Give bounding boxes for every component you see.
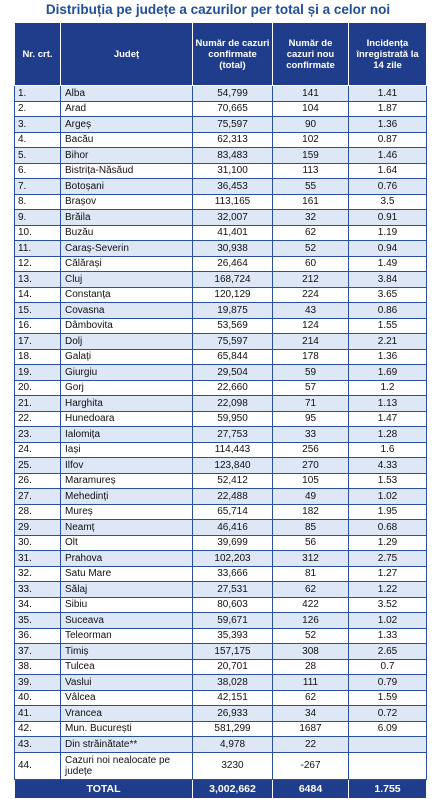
table-row (15, 256, 427, 272)
row-county: Brașov (61, 194, 193, 210)
table-row (15, 86, 427, 102)
row-number: 27. (15, 489, 61, 505)
table-row (15, 566, 427, 582)
row-new-confirmed: 62 (273, 690, 349, 706)
table-row (15, 225, 427, 241)
row-confirmed-total: 581,299 (193, 721, 273, 737)
row-confirmed-total: 113,165 (193, 194, 273, 210)
row-confirmed-total: 30,938 (193, 241, 273, 257)
row-number: 6. (15, 163, 61, 179)
row-incidence: 1.64 (349, 163, 427, 179)
row-county: Covasna (61, 303, 193, 319)
row-new-confirmed: 59 (273, 365, 349, 381)
row-number: 36. (15, 628, 61, 644)
row-incidence: 1.47 (349, 411, 427, 427)
row-county: Neamț (61, 520, 193, 536)
row-confirmed-total: 114,443 (193, 442, 273, 458)
row-new-confirmed: 57 (273, 380, 349, 396)
row-confirmed-total: 42,151 (193, 690, 273, 706)
row-new-confirmed: 224 (273, 287, 349, 303)
row-incidence: 0.7 (349, 659, 427, 675)
row-new-confirmed: 312 (273, 551, 349, 567)
row-county: Mun. București (61, 721, 193, 737)
header-nr: Nr. crt. (15, 23, 61, 86)
row-new-confirmed: 22 (273, 737, 349, 753)
row-number: 44. (15, 752, 61, 779)
total-new: 6484 (273, 779, 349, 798)
table-row (15, 644, 427, 660)
row-number: 19. (15, 365, 61, 381)
row-number: 34. (15, 597, 61, 613)
row-number: 24. (15, 442, 61, 458)
row-number: 26. (15, 473, 61, 489)
row-confirmed-total: 59,671 (193, 613, 273, 629)
row-county: Giurgiu (61, 365, 193, 381)
row-number: 7. (15, 179, 61, 195)
row-new-confirmed: 102 (273, 132, 349, 148)
row-confirmed-total: 36,453 (193, 179, 273, 195)
row-incidence: 0.87 (349, 132, 427, 148)
row-confirmed-total: 20,701 (193, 659, 273, 675)
row-confirmed-total: 168,724 (193, 272, 273, 288)
row-confirmed-total: 39,699 (193, 535, 273, 551)
row-incidence: 0.86 (349, 303, 427, 319)
row-incidence: 1.13 (349, 396, 427, 412)
row-number: 5. (15, 148, 61, 164)
row-new-confirmed: 212 (273, 272, 349, 288)
row-new-confirmed: 28 (273, 659, 349, 675)
row-confirmed-total: 52,412 (193, 473, 273, 489)
row-incidence: 0.79 (349, 675, 427, 691)
row-incidence (349, 752, 427, 779)
row-incidence: 3.52 (349, 597, 427, 613)
row-confirmed-total: 80,603 (193, 597, 273, 613)
row-confirmed-total: 35,393 (193, 628, 273, 644)
row-county: Argeș (61, 117, 193, 133)
table-row (15, 582, 427, 598)
row-confirmed-total: 29,504 (193, 365, 273, 381)
row-number: 4. (15, 132, 61, 148)
row-new-confirmed: 161 (273, 194, 349, 210)
row-new-confirmed: 126 (273, 613, 349, 629)
table-row (15, 148, 427, 164)
row-number: 31. (15, 551, 61, 567)
row-new-confirmed: 256 (273, 442, 349, 458)
row-new-confirmed: 95 (273, 411, 349, 427)
row-county: Brăila (61, 210, 193, 226)
row-new-confirmed: 105 (273, 473, 349, 489)
row-confirmed-total: 54,799 (193, 86, 273, 102)
row-number: 2. (15, 101, 61, 117)
row-incidence: 1.27 (349, 566, 427, 582)
row-new-confirmed: 62 (273, 225, 349, 241)
row-new-confirmed: 32 (273, 210, 349, 226)
row-confirmed-total: 31,100 (193, 163, 273, 179)
row-incidence: 3.84 (349, 272, 427, 288)
row-confirmed-total: 19,875 (193, 303, 273, 319)
row-confirmed-total: 41,401 (193, 225, 273, 241)
row-number: 42. (15, 721, 61, 737)
row-confirmed-total: 120,129 (193, 287, 273, 303)
row-county: Vaslui (61, 675, 193, 691)
row-confirmed-total: 123,840 (193, 458, 273, 474)
row-new-confirmed: 85 (273, 520, 349, 536)
row-number: 28. (15, 504, 61, 520)
table-row (15, 489, 427, 505)
row-new-confirmed: 52 (273, 241, 349, 257)
row-new-confirmed: 113 (273, 163, 349, 179)
row-confirmed-total: 4,978 (193, 737, 273, 753)
row-new-confirmed: 62 (273, 582, 349, 598)
row-county: Vâlcea (61, 690, 193, 706)
row-county: Olt (61, 535, 193, 551)
row-new-confirmed: 270 (273, 458, 349, 474)
table-row (15, 287, 427, 303)
row-number: 30. (15, 535, 61, 551)
row-county: Hunedoara (61, 411, 193, 427)
row-incidence: 1.59 (349, 690, 427, 706)
table-row (15, 241, 427, 257)
total-confirmed: 3,002,662 (193, 779, 273, 798)
row-county: Caraș-Severin (61, 241, 193, 257)
row-county: Suceava (61, 613, 193, 629)
row-new-confirmed: 71 (273, 396, 349, 412)
row-number: 37. (15, 644, 61, 660)
row-number: 23. (15, 427, 61, 443)
row-incidence: 0.68 (349, 520, 427, 536)
row-county: Teleorman (61, 628, 193, 644)
row-confirmed-total: 53,569 (193, 318, 273, 334)
table-row (15, 365, 427, 381)
row-number: 38. (15, 659, 61, 675)
table-row (15, 690, 427, 706)
table-row (15, 504, 427, 520)
row-confirmed-total: 38,028 (193, 675, 273, 691)
row-new-confirmed: 90 (273, 117, 349, 133)
header-new-confirmed: Număr de cazuri nou confirmate (273, 23, 349, 86)
row-county: Dolj (61, 334, 193, 350)
row-incidence: 1.02 (349, 489, 427, 505)
row-new-confirmed: 111 (273, 675, 349, 691)
row-new-confirmed: 52 (273, 628, 349, 644)
row-incidence: 6.09 (349, 721, 427, 737)
row-county: Din străinătate** (61, 737, 193, 753)
row-number: 25. (15, 458, 61, 474)
row-new-confirmed: 159 (273, 148, 349, 164)
row-incidence: 1.28 (349, 427, 427, 443)
row-number: 14. (15, 287, 61, 303)
row-county: Vrancea (61, 706, 193, 722)
row-county: Mehedinți (61, 489, 193, 505)
row-number: 11. (15, 241, 61, 257)
row-confirmed-total: 62,313 (193, 132, 273, 148)
row-new-confirmed: 124 (273, 318, 349, 334)
row-number: 40. (15, 690, 61, 706)
table-row (15, 675, 427, 691)
row-confirmed-total: 22,098 (193, 396, 273, 412)
row-new-confirmed: 34 (273, 706, 349, 722)
row-county: Bihor (61, 148, 193, 164)
row-incidence: 1.95 (349, 504, 427, 520)
row-number: 32. (15, 566, 61, 582)
total-incidence: 1.755 (349, 779, 427, 798)
row-incidence: 0.94 (349, 241, 427, 257)
county-cases-table (14, 22, 427, 799)
table-row (15, 396, 427, 412)
table-row (15, 442, 427, 458)
row-number: 29. (15, 520, 61, 536)
row-incidence: 1.6 (349, 442, 427, 458)
row-new-confirmed: 49 (273, 489, 349, 505)
row-county: Tulcea (61, 659, 193, 675)
row-incidence: 2.65 (349, 644, 427, 660)
row-new-confirmed: 56 (273, 535, 349, 551)
row-incidence: 1.29 (349, 535, 427, 551)
row-incidence: 1.69 (349, 365, 427, 381)
row-confirmed-total: 65,714 (193, 504, 273, 520)
row-number: 35. (15, 613, 61, 629)
row-county: Cluj (61, 272, 193, 288)
row-county: Cazuri noi nealocate pe județe (61, 752, 193, 779)
row-county: Constanța (61, 287, 193, 303)
table-row (15, 427, 427, 443)
row-number: 39. (15, 675, 61, 691)
row-confirmed-total: 70,665 (193, 101, 273, 117)
row-confirmed-total: 32,007 (193, 210, 273, 226)
row-new-confirmed: 214 (273, 334, 349, 350)
row-county: Maramureș (61, 473, 193, 489)
table-row (15, 551, 427, 567)
row-incidence: 3.65 (349, 287, 427, 303)
table-row (15, 613, 427, 629)
table-row (15, 194, 427, 210)
row-incidence: 0.91 (349, 210, 427, 226)
table-header-row (15, 23, 427, 86)
row-incidence: 1.55 (349, 318, 427, 334)
row-incidence: 1.87 (349, 101, 427, 117)
row-new-confirmed: 104 (273, 101, 349, 117)
header-incidence: Incidența înregistrată la 14 zile (349, 23, 427, 86)
row-confirmed-total: 22,660 (193, 380, 273, 396)
row-number: 33. (15, 582, 61, 598)
row-confirmed-total: 157,175 (193, 644, 273, 660)
table-row (15, 179, 427, 195)
row-county: Mureș (61, 504, 193, 520)
row-number: 15. (15, 303, 61, 319)
row-county: Gorj (61, 380, 193, 396)
row-number: 3. (15, 117, 61, 133)
table-row (15, 473, 427, 489)
table-row (15, 163, 427, 179)
row-number: 10. (15, 225, 61, 241)
row-new-confirmed: 141 (273, 86, 349, 102)
table-row (15, 535, 427, 551)
row-county: Satu Mare (61, 566, 193, 582)
row-county: Buzău (61, 225, 193, 241)
row-new-confirmed: 43 (273, 303, 349, 319)
table-row (15, 272, 427, 288)
table-row (15, 380, 427, 396)
row-incidence: 1.36 (349, 349, 427, 365)
row-number: 22. (15, 411, 61, 427)
header-confirmed-total: Număr de cazuri confirmate (total) (193, 23, 273, 86)
row-incidence: 1.36 (349, 117, 427, 133)
table-row (15, 101, 427, 117)
row-incidence: 1.49 (349, 256, 427, 272)
row-incidence: 1.02 (349, 613, 427, 629)
row-confirmed-total: 75,597 (193, 334, 273, 350)
page-title: Distribuția pe județe a cazurilor per total și a celor noi (45, 2, 391, 17)
row-county: Dâmbovita (61, 318, 193, 334)
row-number: 12. (15, 256, 61, 272)
row-number: 9. (15, 210, 61, 226)
row-new-confirmed: 60 (273, 256, 349, 272)
row-incidence: 1.2 (349, 380, 427, 396)
row-county: Călărași (61, 256, 193, 272)
row-county: Ialomița (61, 427, 193, 443)
row-new-confirmed: 308 (273, 644, 349, 660)
total-label: TOTAL (15, 779, 193, 798)
row-new-confirmed: 33 (273, 427, 349, 443)
table-row (15, 628, 427, 644)
row-county: Timiș (61, 644, 193, 660)
row-incidence: 1.53 (349, 473, 427, 489)
table-row (15, 520, 427, 536)
table-row (15, 334, 427, 350)
row-incidence: 0.72 (349, 706, 427, 722)
row-confirmed-total: 46,416 (193, 520, 273, 536)
row-confirmed-total: 27,753 (193, 427, 273, 443)
table-row (15, 752, 427, 779)
row-number: 13. (15, 272, 61, 288)
row-number: 18. (15, 349, 61, 365)
row-incidence: 1.41 (349, 86, 427, 102)
table-row (15, 659, 427, 675)
row-confirmed-total: 83,483 (193, 148, 273, 164)
table-row (15, 597, 427, 613)
table-row (15, 349, 427, 365)
table-row (15, 721, 427, 737)
row-incidence: 0.76 (349, 179, 427, 195)
row-new-confirmed: 55 (273, 179, 349, 195)
row-incidence: 2.21 (349, 334, 427, 350)
row-number: 43. (15, 737, 61, 753)
row-confirmed-total: 65,844 (193, 349, 273, 365)
row-incidence: 2.75 (349, 551, 427, 567)
row-incidence: 1.19 (349, 225, 427, 241)
row-incidence: 1.46 (349, 148, 427, 164)
table-row (15, 132, 427, 148)
row-county: Galați (61, 349, 193, 365)
row-county: Bacău (61, 132, 193, 148)
row-incidence: 3.5 (349, 194, 427, 210)
row-confirmed-total: 59,950 (193, 411, 273, 427)
row-county: Alba (61, 86, 193, 102)
row-county: Sălaj (61, 582, 193, 598)
row-number: 8. (15, 194, 61, 210)
row-county: Sibiu (61, 597, 193, 613)
row-confirmed-total: 33,666 (193, 566, 273, 582)
row-confirmed-total: 27,531 (193, 582, 273, 598)
row-number: 1. (15, 86, 61, 102)
table-row (15, 706, 427, 722)
row-confirmed-total: 75,597 (193, 117, 273, 133)
row-confirmed-total: 26,464 (193, 256, 273, 272)
row-new-confirmed: 422 (273, 597, 349, 613)
row-new-confirmed: 81 (273, 566, 349, 582)
total-row (15, 779, 427, 798)
row-number: 41. (15, 706, 61, 722)
header-judet: Județ (61, 23, 193, 86)
row-confirmed-total: 3230 (193, 752, 273, 779)
row-county: Bistrița-Năsăud (61, 163, 193, 179)
table-row (15, 210, 427, 226)
row-county: Iași (61, 442, 193, 458)
row-confirmed-total: 22,488 (193, 489, 273, 505)
row-incidence: 1.22 (349, 582, 427, 598)
row-number: 16. (15, 318, 61, 334)
row-incidence: 4.33 (349, 458, 427, 474)
row-confirmed-total: 102,203 (193, 551, 273, 567)
row-new-confirmed: 1687 (273, 721, 349, 737)
row-number: 17. (15, 334, 61, 350)
row-county: Harghita (61, 396, 193, 412)
row-county: Ilfov (61, 458, 193, 474)
row-number: 20. (15, 380, 61, 396)
table-row (15, 117, 427, 133)
row-new-confirmed: 182 (273, 504, 349, 520)
table-row (15, 303, 427, 319)
table-row (15, 318, 427, 334)
row-incidence: 1.33 (349, 628, 427, 644)
row-number: 21. (15, 396, 61, 412)
row-confirmed-total: 26,933 (193, 706, 273, 722)
row-new-confirmed: 178 (273, 349, 349, 365)
row-county: Arad (61, 101, 193, 117)
row-county: Prahova (61, 551, 193, 567)
table-row (15, 458, 427, 474)
row-new-confirmed: -267 (273, 752, 349, 779)
table-row (15, 411, 427, 427)
row-county: Botoșani (61, 179, 193, 195)
